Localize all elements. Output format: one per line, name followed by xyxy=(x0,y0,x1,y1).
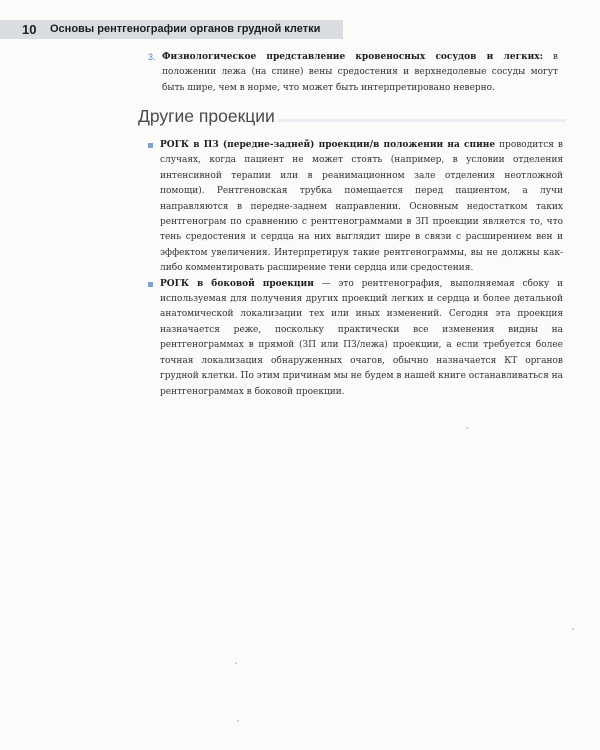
list-item-number: 3. xyxy=(148,52,156,62)
bullet-text xyxy=(160,138,563,277)
heading-rule xyxy=(278,119,566,122)
bullet-body: — это рентгенография, выполняемая сбоку и используемая для получения других проекций легких и сердца и более детальной анатомической локализации тех или иных изменений. Сегодня эта проекция назначается реже, поскольку практически все изменения видны на рентгенограммах в прямой (ЗП или ПЗ/лежа) проекции, а если требуется более точная локализация обнаруженных очагов, обычно назначается КТ органов грудной клетки. По этим причинам мы не будем в нашей книге останавливаться на рентгенограммах в боковой проекции. xyxy=(160,278,563,397)
bullet-square-icon xyxy=(148,143,153,148)
bullet-list xyxy=(148,138,563,400)
scan-speck xyxy=(572,628,574,630)
bullet-square-icon xyxy=(148,282,153,287)
bullet-item-ap-projection xyxy=(148,138,563,277)
scan-speck xyxy=(237,720,239,722)
page-number: 10 xyxy=(22,22,37,37)
bullet-body: проводится в случаях, когда пациент не может стоять (например, в условии отделения интенсивной терапии или в реанимационном зале отделения неотложной помощи). Рентгеновская трубка помещается перед пациентом, а лучи направляются в передне-заднем направлении. Основным недостатком таких рентгенограм по сравнению с рентгенограммами в ЗП проекции является то, что тень средостения и сердца на них выглядит шире в связи с расширением вен и эффектом увеличения. Интерпретируя такие рентгенограммы, вы не должны как-либо комментировать расширение тени сердца или средостения. xyxy=(160,140,563,274)
scan-speck xyxy=(466,427,468,429)
bullet-item-lateral-projection xyxy=(148,277,563,400)
list-item-bold-lead: Физиологическое представление кровеносных сосудов и легких: xyxy=(162,52,543,62)
list-item-body: в положении лежа (на спине) вены средостения и верхнедолевые сосуды могут быть шире, чем в норме, что может быть интерпретировано неверно. xyxy=(162,52,558,93)
running-title: Основы рентгенографии органов грудной клетки xyxy=(50,23,321,35)
list-item-text xyxy=(162,50,558,96)
bullet-text xyxy=(160,277,563,400)
numbered-list-item xyxy=(148,50,558,96)
bullet-bold-lead: РОГК в боковой проекции xyxy=(160,278,314,289)
scan-speck xyxy=(235,662,237,664)
bullet-bold-lead: РОГК в ПЗ (передне-задней) проекции/в положении на спине xyxy=(160,140,496,150)
section-heading: Другие проекции xyxy=(138,106,275,126)
